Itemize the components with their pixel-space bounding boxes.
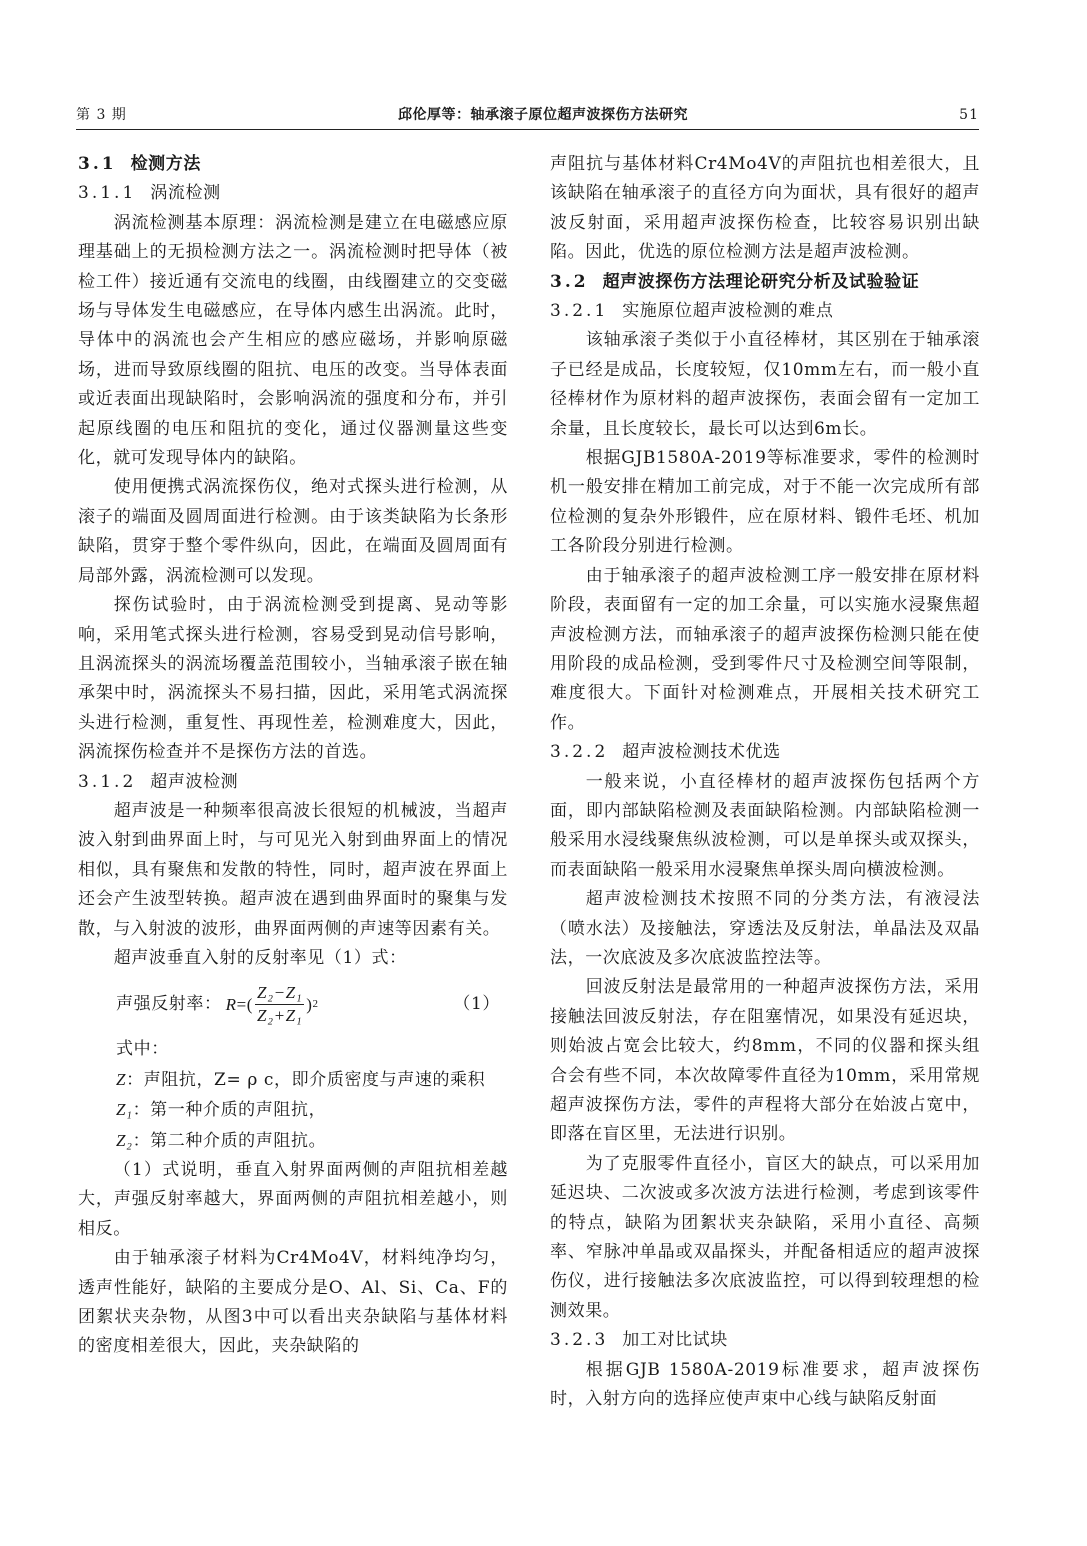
fraction: $\frac{\text{Z₂−Z₁}}{\text{Z₂+Z₁}}$ <box>257 982 303 1025</box>
section-heading-3-2-3: 3.2.3 加工对比试块 <box>550 1330 728 1351</box>
paragraph: 由于轴承滚子的超声波检测工序一般安排在原材料阶段，表面留有一定的加工余量，可以实施水浸聚焦超声波检测方法，而轴承滚子的超声波探伤检测只能在使用阶段的成品检测，受到零件尺寸及检测空间等限制，难度很大。下面针对检测难点，开展相关技术研究工作。 <box>550 565 980 733</box>
paragraph: 根据GJB 1580A-2019标准要求，超声波探伤时，入射方向的选择应使声束中心线与缺陷反射面 <box>550 1359 980 1410</box>
equation-number: （1） <box>453 993 500 1014</box>
section-heading-3-1-1: 3.1.1 涡流检测 <box>78 183 221 204</box>
section-heading-3-1-2: 3.1.2 超声波检测 <box>78 771 239 792</box>
formula: R =( $\frac{\text{Z₂−Z₁}}{\text{Z₂+Z₁}}$ ) 2 <box>225 982 319 1025</box>
paragraph: 涡流检测基本原理：涡流检测是建立在电磁感应原理基础上的无损检测方法之一。涡流检测时把导体（被检工件）接近通有交流电的线圈，由线圈建立的交变磁场与导体发生电磁感应，在导体内感生出涡流。此时，导体中的涡流也会产生相应的感应磁场，并影响原磁场，进而导致原线圈的阻抗、电压的改变。当导体表面或近表面出现缺陷时，会影响涡流的强度和分布，并引起原线圈的电压和阻抗的变化，通过仪器测量这些变化，就可发现导体内的缺陷。 <box>78 212 508 469</box>
paragraph: 使用便携式涡流探伤仪，绝对式探头进行检测，从滚子的端面及圆周面进行检测。由于该类缺陷为长条形缺陷，贯穿于整个零件纵向，因此，在端面及圆周面有局部外露，涡流检测可以发现。 <box>78 477 508 586</box>
paragraph: 超声波是一种频率很高波长很短的机械波，当超声波入射到曲界面上时，与可见光入射到曲界面上的情况相似，具有聚焦和发散的特性，同时，超声波在界面上还会产生波型转换。超声波在遇到曲界面时的聚集与发散，与入射波的波形，曲界面两侧的声速等因素有关。 <box>78 800 508 939</box>
page-number: 51 <box>959 107 979 123</box>
paragraph: （1）式说明，垂直入射界面两侧的声阻抗相差越大，声强反射率越大，界面两侧的声阻抗相差越小，则相反。 <box>78 1160 508 1239</box>
formula-label: 声强反射率： <box>116 993 222 1014</box>
running-header <box>76 104 979 124</box>
left-column <box>78 150 508 1362</box>
issue-number: 第 3 期 <box>76 107 127 123</box>
section-heading-3-1: 3.1 检测方法 <box>78 154 201 174</box>
section-heading-3-2-2: 3.2.2 超声波检测技术优选 <box>550 742 781 763</box>
running-title: 邱伦厚等：轴承滚子原位超声波探伤方法研究 <box>397 107 688 123</box>
paragraph: 一般来说，小直径棒材的超声波探伤包括两个方面，即内部缺陷检测及表面缺陷检测。内部缺陷检测一般采用水浸线聚焦纵波检测，可以是单探头或双探头，而表面缺陷一般采用水浸聚焦单探头周向横波检测。 <box>550 771 980 880</box>
section-heading-3-2-1: 3.2.1 实施原位超声波检测的难点 <box>550 301 834 322</box>
header-rule <box>76 129 979 130</box>
definition-z2: Z₂：第二种介质的声阻抗。 <box>116 1130 327 1151</box>
paragraph: 超声波垂直入射的反射率见（1）式： <box>113 947 407 968</box>
paragraph: 回波反射法是最常用的一种超声波探伤方法，采用接触法回波反射法，存在阻塞情况，如果没有延迟块，则始波占宽会比较大，约8mm，不同的仪器和探头组合会有些不同，本次故障零件直径为10mm，采用常规超声波探伤方法，零件的声程将大部分在始波占宽中，即落在盲区里，无法进行识别。 <box>550 977 980 1145</box>
paragraph: 为了克服零件直径小，盲区大的缺点，可以采用加延迟块、二次波或多次波方法进行检测，考虑到该零件的特点，缺陷为团絮状夹杂缺陷，采用小直径、高频率、窄脉冲单晶或双晶探头，并配备相适应的超声波探伤仪，进行接触法多次底波监控，可以得到较理想的检测效果。 <box>550 1153 980 1321</box>
definition-z: Z：声阻抗，Z= ρ c，即介质密度与声速的乘积 <box>116 1069 486 1090</box>
paragraph: 该轴承滚子类似于小直径棒材，其区别在于轴承滚子已经是成品，长度较短，仅10mm左右，而一般小直径棒材作为原材料的超声波探伤，表面会留有一定加工余量，且长度较长，最长可以达到6m长。 <box>550 330 980 439</box>
paragraph: 声阻抗与基体材料Cr4Mo4V的声阻抗也相差很大，且该缺陷在轴承滚子的直径方向为面状，具有很好的超声波反射面，采用超声波探伤检查，比较容易识别出缺陷。因此，优选的原位检测方法是超声波检测。 <box>550 154 980 263</box>
where-label: 式中： <box>116 1039 169 1060</box>
paragraph: 由于轴承滚子材料为Cr4Mo4V，材料纯净均匀，透声性能好，缺陷的主要成分是O、Al、Si、Ca、F的团絮状夹杂物，从图3中可以看出夹杂缺陷与基体材料的密度相差很大，因此，夹杂缺陷的 <box>78 1248 508 1357</box>
section-heading-3-2: 3.2 超声波探伤方法理论研究分析及试验验证 <box>550 271 920 292</box>
definition-z1: Z₁：第一种介质的声阻抗， <box>116 1100 327 1121</box>
paragraph: 超声波检测技术按照不同的分类方法，有液浸法（喷水法）及接触法，穿透法及反射法，单晶法及双晶法，一次底波及多次底波监控法等。 <box>550 889 980 968</box>
right-column <box>550 150 980 1414</box>
paragraph: 探伤试验时，由于涡流检测受到提离、晃动等影响，采用笔式探头进行检测，容易受到晃动信号影响，且涡流探头的涡流场覆盖范围较小，当轴承滚子嵌在轴承架中时，涡流探头不易扫描，因此，采用笔式涡流探头进行检测，重复性、再现性差，检测难度大，因此，涡流探伤检查并不是探伤方法的首选。 <box>78 595 508 763</box>
paragraph: 根据GJB1580A-2019等标准要求，零件的检测时机一般安排在精加工前完成，对于不能一次完成所有部位检测的复杂外形锻件，应在原材料、锻件毛坯、机加工各阶段分别进行检测。 <box>550 448 980 557</box>
equation-1 <box>78 973 508 1035</box>
